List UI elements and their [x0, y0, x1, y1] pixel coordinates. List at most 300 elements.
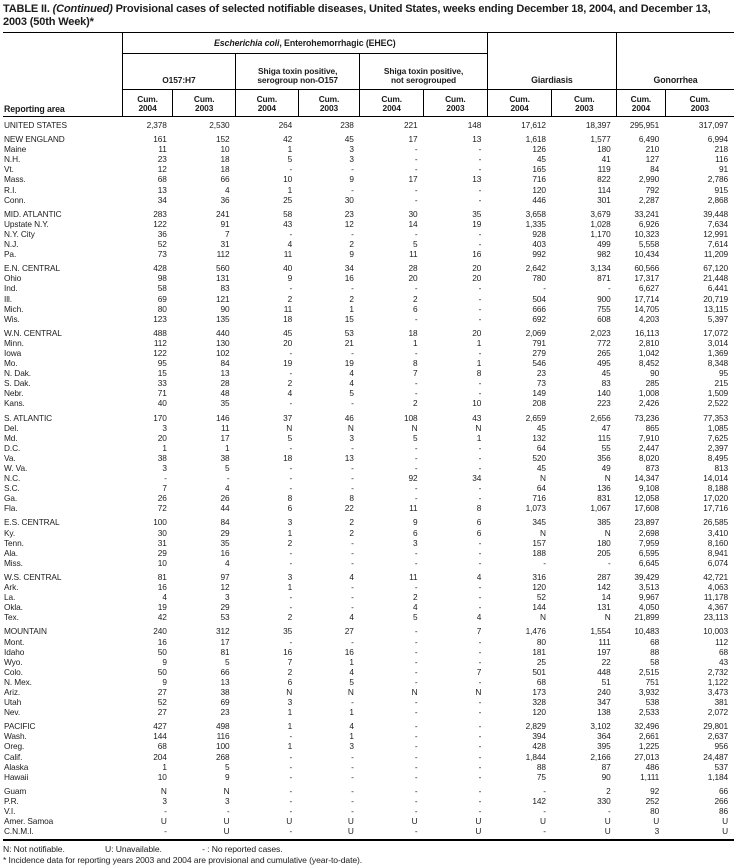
reporting-area-label: Reporting area: [4, 104, 65, 114]
value-cell: -: [478, 707, 482, 718]
value-cell: 9: [287, 273, 293, 284]
value-cell: 22: [601, 656, 611, 667]
value-cell: 131: [597, 602, 611, 613]
value-cell: 1: [287, 707, 293, 718]
value-cell: 2: [349, 239, 354, 250]
value-cell: -: [164, 473, 167, 484]
table-row: [3, 731, 734, 741]
table-row: [3, 283, 734, 293]
value-cell: 330: [597, 795, 611, 806]
reporting-area-cell: Wyo.: [4, 656, 23, 667]
cum-year-header: Cum. 2003: [552, 90, 617, 117]
value-cell: 546: [532, 358, 546, 369]
value-cell: 10,003: [703, 626, 728, 637]
value-cell: 11: [221, 422, 230, 433]
value-cell: 1: [476, 337, 482, 348]
value-cell: 16: [344, 646, 354, 657]
value-cell: 10: [220, 144, 230, 155]
value-cell: 100: [153, 517, 167, 528]
value-cell: -: [478, 452, 482, 463]
incidence-note: * Incidence data for reporting years 2003 and 2004 are provisional and cumulative (year-to-date).: [3, 854, 363, 865]
value-cell: 6: [287, 676, 293, 687]
value-cell: 12,058: [634, 493, 660, 504]
table-title: [3, 3, 731, 28]
value-cell: -: [607, 283, 611, 294]
value-cell: 3: [287, 571, 293, 582]
value-cell: 68: [718, 646, 728, 657]
table-row: [3, 667, 734, 677]
value-cell: -: [351, 483, 354, 494]
value-cell: 716: [532, 493, 546, 504]
value-cell: N: [475, 422, 482, 433]
value-cell: -: [478, 239, 482, 250]
value-cell: 16: [157, 636, 167, 647]
value-cell: N: [286, 686, 293, 697]
value-cell: 14,347: [634, 473, 660, 484]
value-cell: 2,522: [707, 398, 728, 409]
value-cell: 7: [476, 666, 482, 677]
value-cell: 16: [157, 582, 167, 593]
value-cell: 312: [215, 626, 230, 637]
reporting-area-cell: N.Y. City: [4, 228, 35, 239]
table-row: [3, 816, 734, 826]
value-cell: 123: [153, 313, 167, 324]
value-cell: 268: [215, 751, 230, 762]
value-cell: 2: [413, 293, 418, 304]
value-cell: -: [478, 164, 482, 175]
value-cell: 170: [153, 412, 167, 423]
value-cell: 4,050: [638, 602, 660, 613]
value-cell: 116: [216, 731, 230, 742]
value-cell: 43: [283, 218, 293, 229]
value-cell: -: [478, 313, 482, 324]
value-cell: 356: [597, 452, 611, 463]
value-cell: 67,120: [703, 263, 728, 274]
value-cell: 992: [532, 249, 546, 260]
reporting-area-cell: Alaska: [4, 761, 29, 772]
value-cell: -: [351, 463, 354, 473]
value-cell: 20: [408, 273, 418, 284]
value-cell: 3: [224, 795, 230, 806]
value-cell: 1,042: [638, 347, 660, 358]
value-cell: 520: [532, 452, 546, 463]
value-cell: -: [226, 473, 230, 484]
value-cell: 1,369: [707, 347, 728, 358]
value-cell: 114: [597, 184, 611, 195]
value-cell: 2,397: [707, 442, 728, 453]
value-cell: 45: [536, 154, 546, 165]
value-cell: 9: [162, 676, 167, 687]
value-cell: 11: [409, 571, 418, 582]
table-row: [3, 144, 734, 154]
value-cell: 3,014: [707, 337, 728, 348]
value-cell: -: [414, 761, 418, 772]
reporting-area-cell: Wis.: [4, 313, 20, 324]
value-cell: 6: [413, 303, 418, 314]
table-row: [3, 796, 734, 806]
value-cell: 2,447: [638, 442, 660, 453]
value-cell: 265: [597, 347, 611, 358]
value-cell: -: [414, 313, 418, 324]
reporting-area-cell: Del.: [4, 422, 19, 433]
reporting-area-cell: N. Dak.: [4, 368, 31, 379]
reporting-area-cell: N.H.: [4, 154, 21, 165]
value-cell: 1: [162, 442, 167, 453]
value-cell: -: [414, 785, 418, 796]
reporting-area-cell: S.C.: [4, 483, 20, 494]
value-cell: 301: [597, 194, 611, 205]
value-cell: 27: [157, 707, 167, 718]
value-cell: 161: [153, 134, 167, 145]
value-cell: 2,698: [638, 527, 660, 538]
table-row: [3, 219, 734, 229]
reporting-area-cell: S. ATLANTIC: [4, 412, 53, 423]
value-cell: 73,236: [634, 412, 660, 423]
value-cell: -: [414, 795, 418, 806]
table-row: [3, 388, 734, 398]
value-cell: 2,637: [707, 731, 728, 742]
value-cell: -: [289, 442, 293, 453]
value-cell: 40: [283, 263, 293, 274]
value-cell: 427: [153, 721, 167, 732]
value-cell: -: [414, 463, 418, 473]
value-cell: 9: [349, 174, 354, 185]
table-row: [3, 423, 734, 433]
value-cell: 47: [601, 422, 611, 433]
value-cell: 52: [157, 697, 167, 708]
value-cell: U: [347, 816, 354, 827]
reporting-area-cell: Mass.: [4, 174, 26, 185]
value-cell: 30: [344, 194, 354, 205]
value-cell: U: [347, 826, 354, 837]
value-cell: 446: [532, 194, 546, 205]
value-cell: 4: [413, 602, 418, 613]
table-row: [3, 338, 734, 348]
table-row: [3, 517, 734, 527]
value-cell: 608: [597, 313, 611, 324]
value-cell: 2: [349, 527, 354, 538]
reporting-area-cell: Minn.: [4, 337, 24, 348]
value-cell: 43: [472, 412, 482, 423]
value-cell: 5: [287, 154, 293, 165]
value-cell: -: [478, 741, 482, 752]
value-cell: 1: [287, 741, 293, 752]
value-cell: 822: [597, 174, 611, 185]
value-cell: -: [414, 676, 418, 687]
value-cell: 22: [344, 503, 354, 514]
value-cell: -: [478, 806, 482, 816]
value-cell: 6,441: [707, 283, 728, 294]
value-cell: N: [347, 422, 354, 433]
value-cell: 3,410: [707, 527, 728, 538]
value-cell: -: [289, 557, 293, 568]
value-cell: -: [289, 785, 293, 796]
value-cell: 385: [597, 517, 611, 528]
value-cell: 45: [536, 463, 546, 473]
value-cell: 285: [645, 378, 660, 389]
value-cell: -: [351, 537, 354, 548]
value-cell: U: [722, 826, 728, 837]
table-row: [3, 433, 734, 443]
value-cell: 16: [344, 273, 354, 284]
value-cell: 33,241: [634, 208, 660, 219]
cum-year-header: Cum. 2004: [360, 90, 424, 117]
value-cell: 6,627: [638, 283, 660, 294]
value-cell: 9,967: [638, 592, 660, 603]
value-cell: -: [478, 483, 482, 494]
value-cell: -: [543, 806, 546, 816]
value-cell: 1: [287, 582, 293, 593]
value-cell: 316: [532, 571, 546, 582]
value-cell: -: [414, 656, 418, 667]
reporting-area-cell: Guam: [4, 785, 27, 796]
value-cell: N: [475, 686, 482, 697]
reporting-area-cell: N.C.: [4, 473, 21, 484]
value-cell: 95: [718, 368, 728, 379]
value-cell: 2,515: [638, 666, 660, 677]
value-cell: -: [478, 228, 482, 239]
value-cell: 142: [532, 795, 546, 806]
value-cell: -: [289, 731, 293, 742]
value-cell: 7,959: [638, 537, 660, 548]
value-cell: 17,716: [703, 503, 728, 514]
value-cell: 13: [472, 174, 482, 185]
value-cell: 2,072: [707, 707, 728, 718]
value-cell: 498: [215, 721, 230, 732]
value-cell: 2,642: [525, 263, 546, 274]
reporting-area-cell: Upstate N.Y.: [4, 218, 49, 229]
value-cell: 8: [349, 493, 354, 504]
value-cell: 5,558: [638, 239, 660, 250]
value-cell: 6: [287, 503, 293, 514]
value-cell: -: [351, 184, 354, 195]
value-cell: -: [414, 378, 418, 389]
value-cell: -: [414, 557, 418, 568]
reporting-area-header: [3, 33, 122, 117]
value-cell: 900: [597, 293, 611, 304]
value-cell: 328: [532, 697, 546, 708]
value-cell: 2,786: [707, 174, 728, 185]
value-cell: -: [478, 347, 482, 358]
cum-year-header: Cum. 2004: [617, 90, 666, 117]
value-cell: 3: [349, 144, 354, 155]
value-cell: 11: [283, 303, 293, 314]
value-cell: 27: [344, 626, 354, 637]
value-cell: 2,732: [707, 666, 728, 677]
table-row: [3, 483, 734, 493]
value-cell: 210: [645, 144, 660, 155]
value-cell: 64: [536, 483, 546, 494]
value-cell: 157: [532, 537, 546, 548]
value-cell: -: [289, 483, 293, 494]
value-cell: 58: [157, 283, 167, 294]
value-cell: 381: [714, 697, 728, 708]
value-cell: 813: [714, 463, 728, 473]
value-cell: -: [478, 697, 482, 708]
reporting-area-cell: Calif.: [4, 751, 23, 762]
reporting-area-cell: R.I.: [4, 184, 17, 195]
value-cell: 55: [601, 442, 611, 453]
value-cell: 83: [601, 378, 611, 389]
table-row: [3, 637, 734, 647]
value-cell: 17,072: [703, 327, 728, 338]
value-cell: -: [351, 228, 354, 239]
value-cell: 86: [718, 806, 728, 816]
table-row: [3, 752, 734, 762]
value-cell: 18,397: [585, 120, 611, 130]
value-cell: 7,614: [707, 239, 728, 250]
reporting-area-cell: Kans.: [4, 398, 25, 409]
value-cell: -: [414, 388, 418, 399]
value-cell: 127: [645, 154, 660, 165]
value-cell: -: [289, 164, 293, 175]
value-cell: -: [478, 493, 482, 504]
table-row: [3, 239, 734, 249]
value-cell: 1: [349, 656, 354, 667]
value-cell: 6,074: [707, 557, 728, 568]
value-cell: -: [478, 154, 482, 165]
value-cell: 7,625: [707, 432, 728, 443]
value-cell: -: [289, 368, 293, 379]
value-cell: 4: [349, 378, 354, 389]
value-cell: -: [607, 806, 611, 816]
value-cell: 488: [153, 327, 167, 338]
table-row: [3, 463, 734, 473]
value-cell: -: [414, 666, 418, 677]
table-row: [3, 657, 734, 667]
reporting-area-cell: MOUNTAIN: [4, 626, 47, 637]
value-cell: 4: [349, 612, 354, 623]
reporting-area-cell: Ohio: [4, 273, 22, 284]
value-cell: N: [223, 785, 230, 796]
value-cell: -: [414, 164, 418, 175]
value-cell: 16: [220, 547, 230, 558]
value-cell: 928: [532, 228, 546, 239]
value-cell: -: [414, 771, 418, 782]
value-cell: -: [351, 751, 354, 762]
value-cell: 560: [215, 263, 230, 274]
value-cell: -: [478, 785, 482, 796]
value-cell: 772: [597, 337, 611, 348]
value-cell: -: [543, 785, 546, 796]
value-cell: 136: [597, 483, 611, 494]
table-row: [3, 493, 734, 503]
value-cell: 112: [216, 249, 230, 260]
value-cell: 504: [532, 293, 546, 304]
table-row: [3, 348, 734, 358]
value-cell: 66: [220, 666, 230, 677]
table-row: [3, 772, 734, 782]
value-cell: -: [351, 636, 354, 647]
value-cell: 121: [215, 293, 230, 304]
value-cell: 23: [220, 707, 230, 718]
value-cell: 5: [224, 463, 230, 473]
value-cell: 26: [220, 493, 230, 504]
value-cell: 72: [157, 503, 167, 514]
value-cell: -: [289, 547, 293, 558]
value-cell: 44: [220, 503, 230, 514]
value-cell: -: [351, 557, 354, 568]
value-cell: 2: [287, 612, 293, 623]
table-row: [3, 687, 734, 697]
value-cell: -: [414, 184, 418, 195]
value-cell: 8: [287, 493, 293, 504]
value-cell: 181: [532, 646, 546, 657]
table-row: [3, 314, 734, 324]
value-cell: -: [414, 144, 418, 155]
value-cell: 92: [650, 785, 660, 796]
value-cell: 53: [220, 612, 230, 623]
value-cell: 98: [157, 273, 167, 284]
reporting-area-cell: Conn.: [4, 194, 26, 205]
value-cell: 115: [597, 432, 611, 443]
value-cell: 116: [715, 154, 728, 165]
value-cell: 8,348: [707, 358, 728, 369]
value-cell: 1,225: [638, 741, 660, 752]
value-cell: 9: [349, 249, 354, 260]
value-cell: 20,719: [703, 293, 728, 304]
table-title-prefix: TABLE II.: [3, 3, 53, 15]
value-cell: 77,353: [703, 412, 728, 423]
value-cell: 13: [472, 134, 482, 145]
reporting-area-cell: Ala.: [4, 547, 18, 558]
table-row: [3, 626, 734, 636]
value-cell: N: [540, 473, 546, 484]
value-cell: 6,645: [638, 557, 660, 568]
value-cell: 16: [472, 249, 482, 260]
value-cell: 17: [408, 134, 418, 145]
value-cell: 45: [283, 327, 293, 338]
value-cell: 26,585: [703, 517, 728, 528]
value-cell: 14: [601, 592, 611, 603]
value-cell: 41: [601, 154, 611, 165]
value-cell: 12,991: [703, 228, 728, 239]
value-cell: 495: [597, 358, 611, 369]
value-cell: 35: [472, 208, 482, 219]
value-cell: 1,577: [590, 134, 611, 145]
reporting-area-cell: Tex.: [4, 612, 19, 623]
value-cell: U: [475, 826, 482, 837]
value-cell: -: [478, 184, 482, 195]
value-cell: 4: [476, 571, 482, 582]
value-cell: 501: [532, 666, 546, 677]
reporting-area-cell: Utah: [4, 697, 22, 708]
cum-year-header: Cum. 2003: [298, 90, 360, 117]
value-cell: 1,509: [707, 388, 728, 399]
value-cell: 4: [349, 666, 354, 677]
value-cell: 440: [215, 327, 230, 338]
table-row: [3, 786, 734, 796]
value-cell: 3: [654, 826, 660, 837]
value-cell: 28: [408, 263, 418, 274]
value-cell: -: [414, 194, 418, 205]
value-cell: 499: [597, 239, 611, 250]
value-cell: 19: [344, 358, 354, 369]
value-cell: 50: [157, 646, 167, 657]
value-cell: -: [478, 144, 482, 155]
value-cell: -: [414, 646, 418, 657]
value-cell: 238: [340, 120, 354, 130]
table-row: [3, 572, 734, 582]
value-cell: 88: [536, 761, 546, 772]
value-cell: 11: [409, 249, 418, 260]
value-cell: 264: [278, 120, 293, 130]
table-row: [3, 368, 734, 378]
value-cell: 2,426: [638, 398, 660, 409]
value-cell: 152: [215, 134, 230, 145]
value-cell: 9: [224, 771, 230, 782]
value-cell: -: [414, 721, 418, 732]
